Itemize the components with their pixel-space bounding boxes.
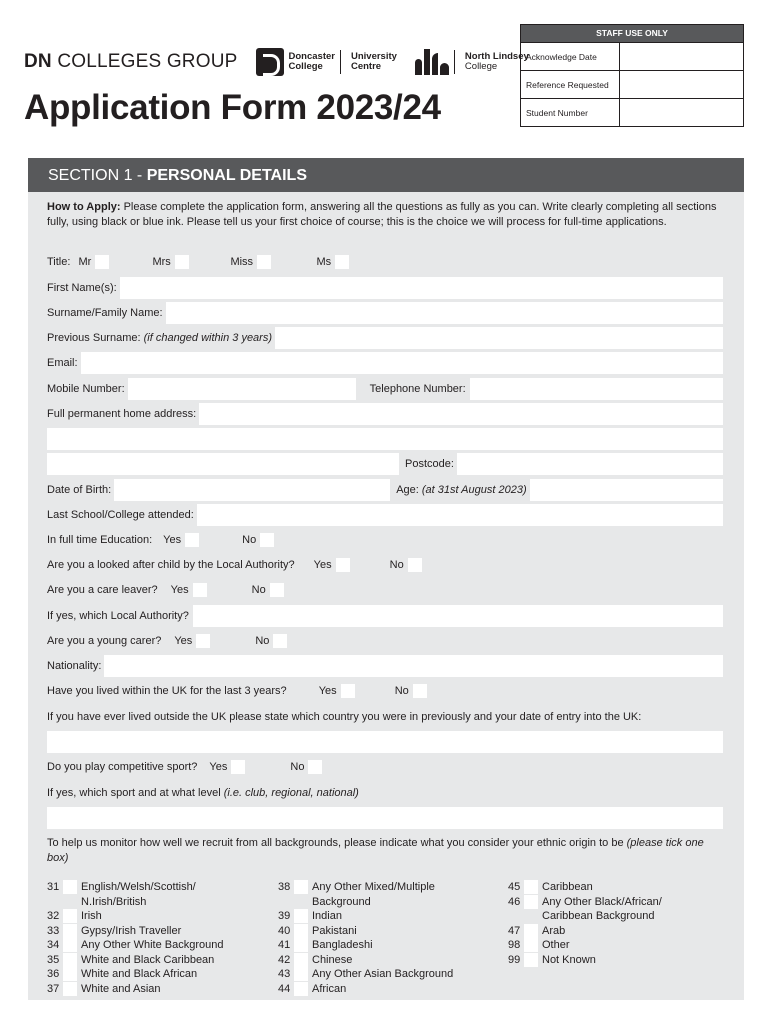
ethnicity-checkbox[interactable] (63, 938, 77, 952)
outside-uk-label-row: If you have ever lived outside the UK please state which country you were in previously and your date of entry into the UK: (47, 710, 642, 723)
ethnicity-label: White and Asian (81, 982, 161, 995)
ethnicity-option: 44 African (278, 982, 347, 995)
outside-uk-row (47, 731, 723, 753)
ethnicity-label: African (312, 982, 347, 995)
student-number-field[interactable] (620, 99, 743, 126)
address-line1-field[interactable] (199, 403, 723, 425)
ethnicity-checkbox[interactable] (63, 953, 77, 967)
ethnicity-option: 43 Any Other Asian Background (278, 968, 454, 980)
ethnicity-label: English/Welsh/Scottish/ N.Irish/British (81, 881, 196, 908)
last-school-row: Last School/College attended: (47, 504, 723, 526)
lived-uk-yes-checkbox[interactable] (341, 684, 355, 698)
ethnicity-option: 32 Irish (47, 910, 102, 922)
full-time-yes-checkbox[interactable] (185, 533, 199, 547)
sport-level-label-row: If yes, which sport and at what level (i.e. club, regional, national) (47, 786, 359, 799)
ethnicity-label: Indian (312, 910, 342, 922)
ethnicity-label: Gypsy/Irish Traveller (81, 924, 182, 937)
ethnicity-label: Not Known (542, 953, 596, 966)
staff-use-heading: STAFF USE ONLY (521, 25, 743, 42)
dob-row: Date of Birth: Age: (at 31st August 2023) (47, 479, 723, 501)
ethnicity-option: 39 Indian (278, 910, 342, 922)
postcode-field[interactable] (457, 453, 723, 475)
ethnicity-checkbox[interactable] (524, 953, 538, 967)
ethnicity-label: Arab (542, 924, 566, 937)
ethnicity-option: 45 Caribbean (508, 881, 593, 893)
ethnicity-checkbox[interactable] (63, 909, 77, 923)
sport-level-row (47, 807, 723, 829)
address-line2-field[interactable] (47, 428, 723, 450)
email-row: Email: (47, 352, 723, 374)
ethnicity-option: 33 Gypsy/Irish Traveller (47, 924, 182, 937)
looked-after-yes-checkbox[interactable] (336, 558, 350, 572)
acknowledge-date-field[interactable] (620, 43, 743, 70)
ethnicity-option: 41 Bangladeshi (278, 939, 373, 951)
full-time-no-checkbox[interactable] (260, 533, 274, 547)
ethnicity-label: Any Other Asian Background (312, 968, 454, 980)
date-of-birth-field[interactable] (114, 479, 390, 501)
ethnicity-checkbox[interactable] (63, 880, 77, 894)
care-leaver-row: Are you a care leaver? Yes No (47, 579, 723, 601)
sport-yes-checkbox[interactable] (231, 760, 245, 774)
surname-field[interactable] (166, 302, 723, 324)
section-personal-details (28, 158, 744, 1000)
mobile-number-field[interactable] (128, 378, 356, 400)
title-ms-checkbox[interactable] (335, 255, 349, 269)
ethnicity-column-1 (47, 880, 223, 996)
ethnicity-option: 36 White and Black African (47, 968, 198, 980)
ethnicity-option: 35 White and Black Caribbean (47, 953, 215, 966)
previous-surname-field[interactable] (275, 327, 723, 349)
last-school-field[interactable] (197, 504, 723, 526)
title-row: Title: Mr Mrs Miss Ms (47, 251, 723, 273)
ethnicity-label: Irish (81, 910, 102, 922)
ethnicity-checkbox[interactable] (294, 924, 308, 938)
ethnicity-label: Caribbean (542, 881, 593, 893)
care-leaver-no-checkbox[interactable] (270, 583, 284, 597)
ethnicity-column-2 (278, 880, 453, 996)
doncaster-logo: Doncaster College University Centre (256, 48, 397, 76)
ethnicity-option: 37 White and Asian (47, 982, 161, 995)
intro-text: How to Apply: Please complete the application form, answering all the questions as fully as you can. Write clearly completing all sections fully, using black or blue ink. Please tell us your first choice of course; this is the choice we will process for full-time applications. (47, 201, 717, 228)
ethnicity-option: 47 Arab (508, 924, 566, 937)
ethnicity-option: 98 Other (508, 939, 570, 951)
ethnicity-label: Chinese (312, 953, 353, 966)
email-field[interactable] (81, 352, 723, 374)
young-carer-no-checkbox[interactable] (273, 634, 287, 648)
ethnicity-label: Pakistani (312, 924, 357, 937)
staff-row: Reference Requested (521, 70, 743, 98)
ethnicity-option: 99 Not Known (508, 953, 596, 966)
address-row-2 (47, 428, 723, 450)
previous-surname-row: Previous Surname: (if changed within 3 years) (47, 327, 723, 349)
sport-no-checkbox[interactable] (308, 760, 322, 774)
doncaster-logo-icon (256, 48, 284, 76)
ethnicity-option: 40 Pakistani (278, 924, 357, 937)
telephone-number-field[interactable] (470, 378, 723, 400)
title-mr-checkbox[interactable] (95, 255, 109, 269)
sport-level-field[interactable] (47, 807, 723, 829)
ethnicity-checkbox[interactable] (294, 938, 308, 952)
ethnicity-label: Any Other Black/African/ Caribbean Background (542, 895, 662, 922)
ethnicity-option: 38 Any Other Mixed/Multiple Background (278, 881, 435, 908)
local-authority-row: If yes, which Local Authority? (47, 605, 723, 627)
ethnicity-checkbox[interactable] (524, 938, 538, 952)
address-line3-field[interactable] (47, 453, 399, 475)
outside-uk-field[interactable] (47, 731, 723, 753)
young-carer-row: Are you a young carer? Yes No (47, 630, 723, 652)
section-header: SECTION 1 - PERSONAL DETAILS (28, 158, 744, 192)
ethnicity-label: Bangladeshi (312, 939, 373, 951)
lived-uk-row: Have you lived within the UK for the last 3 years? Yes No (47, 680, 723, 702)
ethnicity-checkbox[interactable] (524, 924, 538, 938)
ethnicity-option: 46 Any Other Black/African/ Caribbean Background (508, 895, 662, 922)
lived-uk-no-checkbox[interactable] (413, 684, 427, 698)
ethnicity-checkbox[interactable] (524, 880, 538, 894)
north-lindsey-logo-icon (415, 49, 449, 75)
staff-row: Acknowledge Date (521, 42, 743, 70)
ethnicity-checkbox[interactable] (63, 982, 77, 996)
address-row: Full permanent home address: (47, 403, 723, 425)
nationality-row: Nationality: (47, 655, 723, 677)
looked-after-no-checkbox[interactable] (408, 558, 422, 572)
staff-row: Student Number (521, 98, 743, 126)
ethnicity-checkbox[interactable] (294, 880, 308, 894)
nationality-field[interactable] (104, 655, 723, 677)
care-leaver-yes-checkbox[interactable] (193, 583, 207, 597)
ethnicity-checkbox[interactable] (524, 895, 538, 909)
ethnicity-checkbox[interactable] (63, 924, 77, 938)
young-carer-yes-checkbox[interactable] (196, 634, 210, 648)
ethnicity-checkbox[interactable] (294, 909, 308, 923)
ethnicity-option: 31 English/Welsh/Scottish/ N.Irish/British (47, 881, 196, 908)
sport-row: Do you play competitive sport? Yes No (47, 756, 723, 778)
ethnicity-checkbox[interactable] (63, 967, 77, 981)
ethnicity-label: Other (542, 939, 570, 951)
first-name-field[interactable] (120, 277, 723, 299)
full-time-row: In full time Education: Yes No (47, 529, 723, 551)
ethnicity-column-3 (508, 880, 662, 967)
title-miss-checkbox[interactable] (257, 255, 271, 269)
ethnicity-checkbox[interactable] (294, 982, 308, 996)
ethnicity-checkbox[interactable] (294, 967, 308, 981)
looked-after-row: Are you a looked after child by the Local Authority? Yes No (47, 554, 723, 576)
staff-use-box (520, 24, 744, 127)
age-field[interactable] (530, 479, 723, 501)
title-mrs-checkbox[interactable] (175, 255, 189, 269)
phone-row: Mobile Number: Telephone Number: (47, 378, 723, 400)
first-name-row: First Name(s): (47, 277, 723, 299)
page-title: Application Form 2023/24 (24, 88, 441, 127)
brand-row (24, 44, 529, 80)
ethnicity-option: 34 Any Other White Background (47, 939, 224, 951)
north-lindsey-logo: North Lindsey College (415, 49, 529, 75)
ethnicity-label: Any Other White Background (81, 939, 224, 951)
ethnicity-label: Any Other Mixed/Multiple Background (312, 881, 435, 908)
ethnicity-option: 42 Chinese (278, 953, 353, 966)
surname-row: Surname/Family Name: (47, 302, 723, 324)
ethnicity-label: White and Black Caribbean (81, 953, 215, 966)
ethnicity-intro: To help us monitor how well we recruit from all backgrounds, please indicate what you consider your ethnic origin to be (please tick one box) (47, 837, 704, 864)
group-name: DN COLLEGES GROUP (24, 51, 238, 72)
ethnicity-checkbox[interactable] (294, 953, 308, 967)
reference-requested-field[interactable] (620, 71, 743, 98)
ethnicity-label: White and Black African (81, 968, 198, 980)
postcode-row: Postcode: (47, 453, 723, 475)
local-authority-field[interactable] (193, 605, 723, 627)
